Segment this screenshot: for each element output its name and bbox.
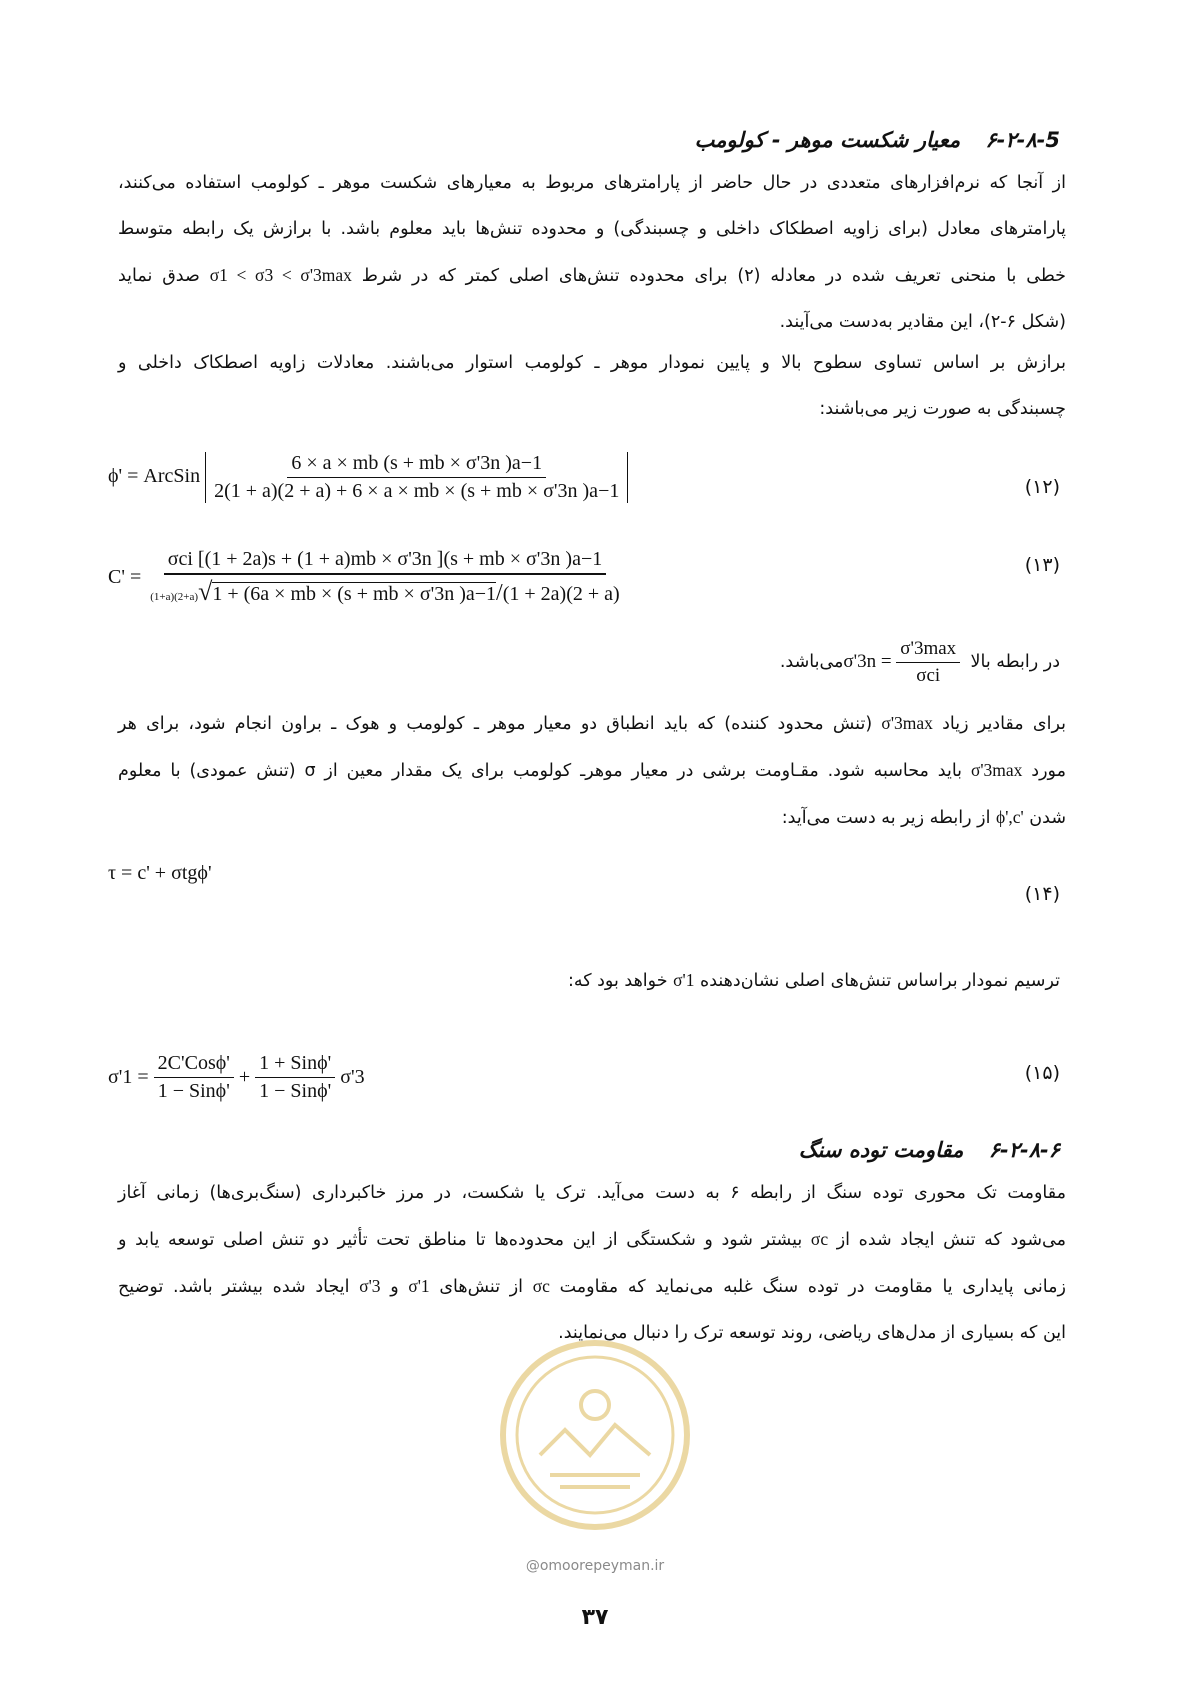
section-number: ۶-۲-۸-۶ bbox=[988, 1138, 1060, 1162]
watermark-seal-icon bbox=[495, 1335, 695, 1535]
eq15-fraction-1 bbox=[154, 1052, 234, 1103]
sigma-c-symbol: σc bbox=[810, 1229, 829, 1249]
para4-line3c: ایجاد شده بیشتر باشد. توضیح bbox=[118, 1277, 350, 1297]
para4-and: و bbox=[390, 1277, 399, 1297]
eq13-fraction bbox=[146, 548, 623, 607]
eq14-label: (۱۴) bbox=[1024, 883, 1060, 905]
paragraph-1 bbox=[118, 160, 1066, 345]
para1-line4: (شکل ۶-۲)، این مقادیر به‌دست می‌آیند. bbox=[779, 312, 1066, 332]
eq13-numerator: σci [(1 + 2a)s + (1 + a)mb × σ'3n ](s + mb × σ'3n )a−1 bbox=[164, 548, 607, 575]
eq12-lhs: ϕ' = ArcSin bbox=[108, 465, 201, 488]
equation-12 bbox=[108, 452, 628, 503]
para4-line2 bbox=[118, 1216, 1066, 1263]
eq13-divisor: (1 + 2a)(2 + a) bbox=[502, 583, 620, 605]
para3-line1b: (تنش محدود کننده) که باید انطباق دو معیار موهر ـ کولومب و هوک ـ براون انجام شود، برای هر bbox=[118, 714, 873, 734]
para3-line3 bbox=[118, 794, 1066, 841]
eq15-f2-numerator: 1 + Sinϕ' bbox=[255, 1052, 335, 1078]
relation-lhs: σ'3n = bbox=[843, 650, 892, 672]
equation-13 bbox=[108, 548, 624, 607]
section-heading-6 bbox=[799, 1138, 1060, 1162]
sigma3max-symbol: σ'3max bbox=[881, 713, 933, 733]
plot-line-a: ترسیم نمودار براساس تنش‌های اصلی نشان‌دهنده bbox=[700, 971, 1060, 991]
page-number: ۳۷ bbox=[581, 1605, 609, 1630]
section-number: ۶-۲-۸-5 bbox=[985, 128, 1060, 152]
eq13-lhs: C' = bbox=[108, 566, 142, 588]
sigma1-symbol-2: σ'1 bbox=[408, 1276, 430, 1296]
eq15-f1-denominator: 1 − Sinϕ' bbox=[157, 1080, 230, 1102]
para3-line3a: شدن bbox=[1029, 808, 1066, 828]
eq13-root-index: (1+a)(2+a) bbox=[150, 591, 199, 603]
relation-fraction bbox=[896, 638, 960, 687]
eq13-label: (۱۳) bbox=[1024, 554, 1060, 576]
eq15-f2-denominator: 1 − Sinϕ' bbox=[259, 1080, 332, 1102]
para4-line2a: می‌شود که تنش ایجاد شده از bbox=[836, 1230, 1066, 1250]
sigma-c-symbol-2: σc bbox=[532, 1276, 550, 1296]
para1-line1: از آنجا که نرم‌افزارهای متعددی در حال حاضر از پارامترهای مربوط به معیارهای شکست موهر ـ کولومب استفاده می‌کنند، bbox=[118, 173, 1066, 193]
para1-line3b: صدق نماید bbox=[118, 266, 200, 286]
relation-prefix: در رابطه بالا bbox=[970, 651, 1060, 672]
relation-numerator: σ'3max bbox=[896, 638, 960, 663]
eq12-denominator: 2(1 + a)(2 + a) + 6 × a × mb × (s + mb × σ'3n )a−1 bbox=[214, 480, 620, 502]
para3-line3b: از رابطه زیر به دست می‌آید: bbox=[781, 808, 991, 828]
para3-line2a: مورد bbox=[1031, 761, 1066, 781]
para4-line3 bbox=[118, 1263, 1066, 1310]
plot-line-b: خواهد بود که: bbox=[567, 971, 668, 991]
condition-formula: σ1 < σ3 < σ'3max bbox=[209, 265, 352, 285]
para1-line3 bbox=[118, 252, 1066, 299]
eq15-label: (۱۵) bbox=[1024, 1062, 1060, 1084]
para4-line1: مقاومت تک محوری توده سنگ از رابطه ۶ به دست می‌آید. ترک یا شکست، در مرز خاکبرداری (سنگ‌بری‌ها) زمانی آغاز bbox=[118, 1183, 1066, 1203]
paragraph-2 bbox=[118, 340, 1066, 432]
sigma1-symbol: σ'1 bbox=[673, 970, 695, 990]
para3-line1 bbox=[118, 700, 1066, 747]
para1-line3a: خطی با منحنی تعریف شده در معادله (۲) برای محدوده تنش‌های اصلی کمتر که در شرط bbox=[361, 266, 1066, 286]
eq12-numerator: 6 × a × mb (s + mb × σ'3n )a−1 bbox=[287, 452, 546, 478]
paragraph-3 bbox=[118, 700, 1066, 841]
watermark-site: @omoorepeyman.ir bbox=[525, 1558, 665, 1574]
sigma3max-symbol-2: σ'3max bbox=[970, 760, 1023, 780]
relation-line bbox=[780, 638, 1060, 687]
para3-line1a: برای مقادیر زیاد bbox=[942, 714, 1066, 734]
para3-line2b: باید محاسبه شود. مقـاومت برشی در معیار موهرـ کولومب برای یک مقدار معین از σ (تنش عمودی) با معلوم bbox=[118, 761, 963, 781]
para4-line2b: بیشتر شود و شکستگی از این محدوده‌ها تا مناطق تحت تأثیر دو تنش اصلی توسعه یابد و bbox=[118, 1230, 803, 1250]
phi-c-symbol: ϕ',c' bbox=[996, 807, 1024, 827]
section-title: مقاومت توده سنگ bbox=[798, 1138, 964, 1162]
section-title: معیار شکست موهر - کولومب bbox=[694, 128, 961, 152]
para4-line3a: زمانی پایداری یا مقاومت در توده سنگ غلبه می‌نماید که مقاومت bbox=[559, 1277, 1066, 1297]
section-heading-5 bbox=[695, 128, 1060, 152]
eq15-fraction-2 bbox=[255, 1052, 335, 1103]
plot-line bbox=[568, 970, 1060, 991]
equation-14: τ = c' + σtgϕ' bbox=[108, 862, 212, 884]
eq15-tail: σ'3 bbox=[340, 1066, 365, 1088]
paragraph-4 bbox=[118, 1170, 1066, 1356]
eq12-fraction bbox=[210, 452, 623, 503]
para4-line4: این که بسیاری از مدل‌های ریاضی، روند توسعه ترک را دنبال می‌نمایند. bbox=[558, 1323, 1066, 1343]
sigma3-symbol: σ'3 bbox=[359, 1276, 381, 1296]
para2-line1: برازش بر اساس تساوی سطوح بالا و پایین نمودار موهر ـ کولومب استوار می‌باشند. معادلات زاویه اصطکاک داخلی و bbox=[118, 353, 1066, 373]
relation-denominator: σci bbox=[916, 665, 941, 686]
relation-suffix: می‌باشد. bbox=[779, 651, 844, 672]
eq15-f1-numerator: 2C'Cosϕ' bbox=[154, 1052, 234, 1078]
para1-line2: پارامترهای معادل (برای زاویه اصطکاک داخلی و چسبندگی) و محدوده تنش‌ها باید معلوم باشد. با برازش یک رابطه متوسط bbox=[118, 219, 1066, 239]
eq15-plus: + bbox=[238, 1066, 251, 1088]
eq12-label: (۱۲) bbox=[1024, 476, 1060, 498]
para2-line2: چسبندگی به صورت زیر می‌باشند: bbox=[819, 399, 1066, 419]
para4-line3b: از تنش‌های bbox=[439, 1277, 524, 1297]
eq13-denominator: (1+a)(2+a)√1 + (6a × mb × (s + mb × σ'3n )a−1/(1 + 2a)(2 + a) bbox=[150, 577, 620, 606]
equation-15 bbox=[108, 1052, 365, 1103]
para3-line2 bbox=[118, 747, 1066, 794]
eq13-root-body: 1 + (6a × mb × (s + mb × σ'3n )a−1 bbox=[212, 583, 497, 605]
eq15-lhs: σ'1 = bbox=[108, 1066, 149, 1088]
